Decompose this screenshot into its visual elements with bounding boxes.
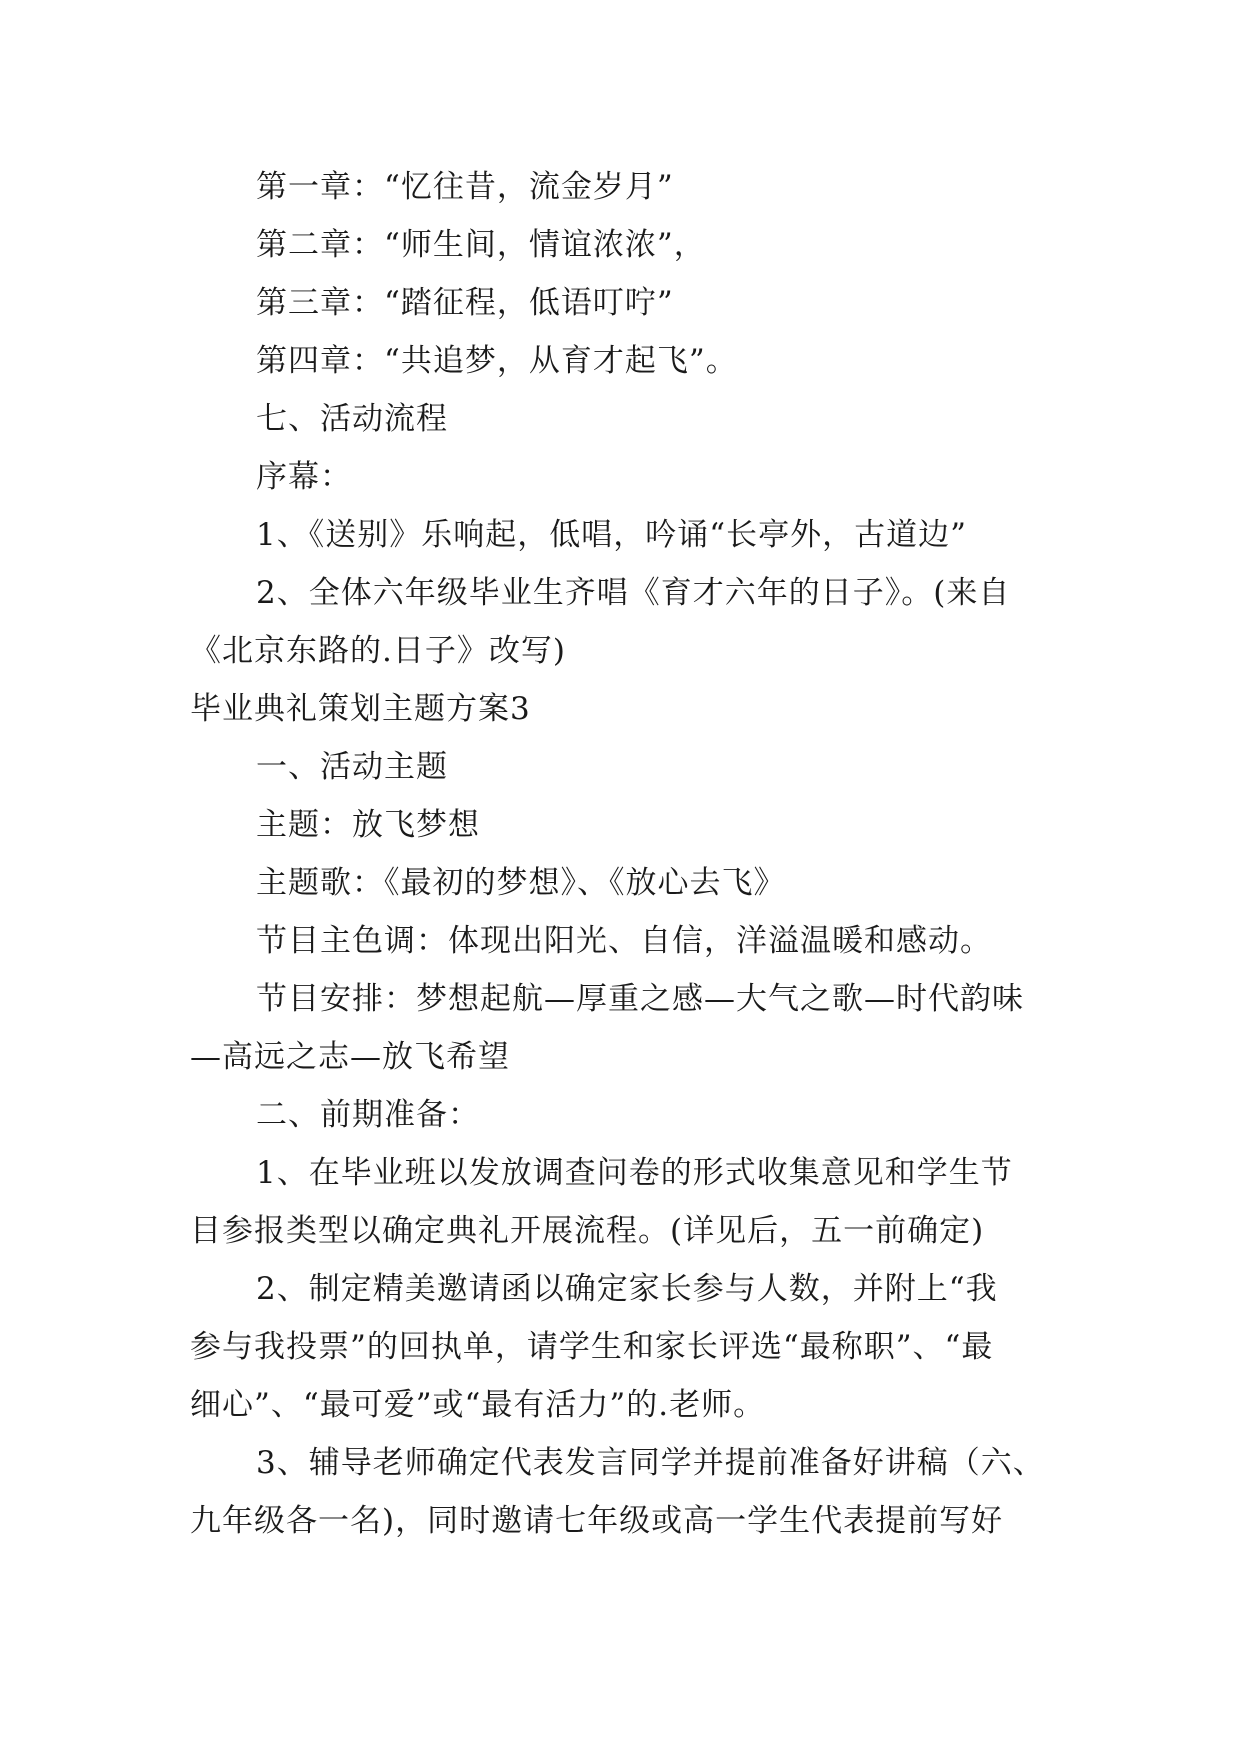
text-line: 毕业典礼策划主题方案3	[190, 691, 531, 727]
text-line: 二、前期准备：	[256, 1097, 480, 1133]
text-line: 第三章：“踏征程，低语叮咛”	[256, 285, 674, 321]
text-line: 《北京东路的.日子》改写)	[190, 633, 566, 669]
document-body	[190, 158, 1070, 1550]
text-line: 序幕：	[256, 459, 352, 495]
text-line: 1、《送别》乐响起，低唱，吟诵“长亭外，古道边”	[256, 517, 967, 553]
text-line: 细心”、“最可爱”或“最有活力”的.老师。	[190, 1387, 766, 1423]
text-line: 参与我投票”的回执单，请学生和家长评选“最称职”、“最	[190, 1329, 994, 1365]
text-line: 主题：放飞梦想	[256, 807, 480, 843]
text-line: 第四章：“共追梦，从育才起飞”。	[256, 343, 738, 379]
text-line: 3、辅导老师确定代表发言同学并提前准备好讲稿（六、	[256, 1445, 1045, 1481]
text-line: 1、在毕业班以发放调查问卷的形式收集意见和学生节	[256, 1155, 1013, 1191]
text-line: 第二章：“师生间，情谊浓浓”，	[256, 227, 706, 263]
text-line: 第一章：“忆往昔，流金岁月”	[256, 169, 674, 205]
text-line: —高远之志—放飞希望	[190, 1039, 510, 1075]
text-line: 节目主色调：体现出阳光、自信，洋溢温暖和感动。	[256, 923, 992, 959]
text-line: 节目安排：梦想起航—厚重之感—大气之歌—时代韵味	[256, 981, 1024, 1017]
text-line: 七、活动流程	[256, 401, 448, 437]
text-line: 目参报类型以确定典礼开展流程。(详见后，五一前确定)	[190, 1213, 985, 1249]
text-line: 2、全体六年级毕业生齐唱《育才六年的日子》。(来自	[256, 575, 1011, 611]
text-line: 2、制定精美邀请函以确定家长参与人数，并附上“我	[256, 1271, 998, 1307]
text-line: 九年级各一名)，同时邀请七年级或高一学生代表提前写好	[190, 1503, 1004, 1539]
text-line: 一、活动主题	[256, 749, 448, 785]
text-line: 主题歌：《最初的梦想》、《放心去飞》	[256, 865, 786, 901]
